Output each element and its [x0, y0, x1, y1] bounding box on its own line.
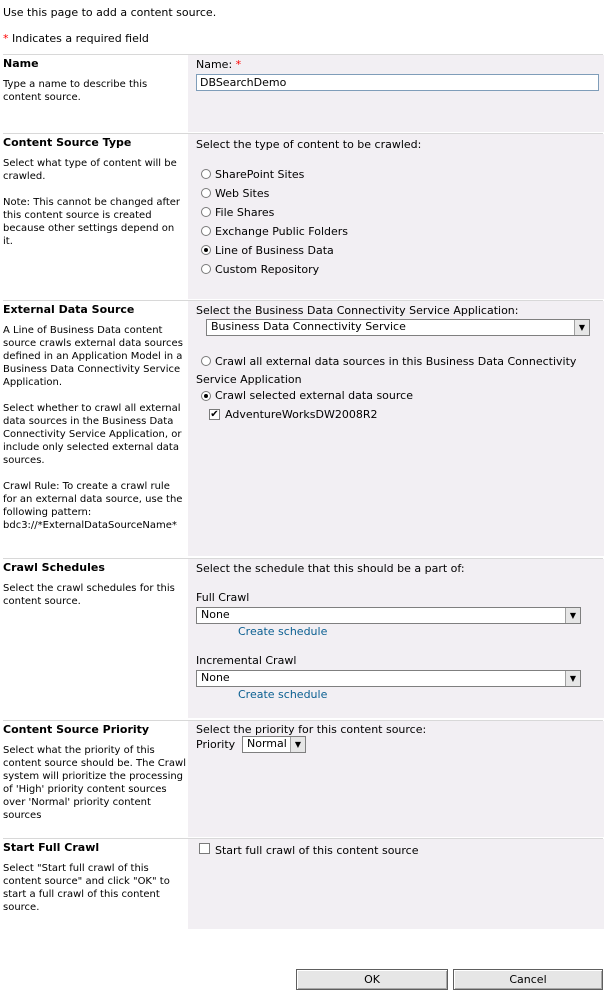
intro-text: Use this page to add a content source. — [3, 6, 217, 19]
external-title: External Data Source — [3, 303, 135, 316]
name-section-desc: Type a name to describe this content source. — [3, 79, 148, 103]
divider — [3, 838, 603, 839]
full-crawl-label: Full Crawl — [196, 591, 250, 604]
divider — [3, 133, 603, 134]
priority-select-value: Normal — [247, 737, 287, 750]
incremental-crawl-select-value: None — [201, 671, 230, 684]
create-full-schedule-link[interactable]: Create schedule — [238, 625, 328, 638]
schedules-prompt: Select the schedule that this should be a part of: — [196, 562, 465, 575]
radio-crawl-all-sources[interactable] — [201, 356, 211, 366]
ok-button[interactable]: OK — [296, 969, 448, 990]
incremental-crawl-label: Incremental Crawl — [196, 654, 297, 667]
name-field-label — [196, 58, 241, 71]
incremental-crawl-select[interactable] — [196, 670, 581, 687]
start-crawl-title: Start Full Crawl — [3, 841, 100, 854]
source-checkbox[interactable]: ✔ — [210, 409, 219, 420]
start-full-crawl-checkbox[interactable] — [199, 843, 210, 854]
radio-crawl-selected-source[interactable] — [201, 391, 211, 401]
content-type-prompt: Select the type of content to be crawled: — [196, 138, 422, 151]
full-crawl-select[interactable] — [196, 607, 581, 624]
bdc-service-select[interactable] — [206, 319, 590, 336]
name-input[interactable]: DBSearchDemo — [196, 74, 599, 91]
crawl-selected-label: Crawl selected external data source — [215, 389, 413, 402]
radio-exchange-public-folders[interactable] — [201, 226, 211, 236]
divider — [3, 558, 603, 559]
crawl-all-label-2: Service Application — [196, 373, 302, 386]
chevron-down-icon[interactable]: ▼ — [290, 737, 305, 752]
priority-title: Content Source Priority — [3, 723, 150, 736]
name-section-title: Name — [3, 57, 39, 70]
bdc-service-select-value: Business Data Connectivity Service — [211, 320, 406, 333]
content-type-title: Content Source Type — [3, 136, 132, 149]
create-incremental-schedule-link[interactable]: Create schedule — [238, 688, 328, 701]
source-item-label: AdventureWorksDW2008R2 — [225, 408, 378, 421]
external-desc-3: Crawl Rule: To create a crawl rule for an external data source, use the following pattern: bdc3://*ExternalDataSourceName* — [3, 481, 183, 531]
radio-label: Exchange Public Folders — [215, 225, 349, 238]
priority-desc: Select what the priority of this content source should be. The Crawl system will prioritize the processing of 'High' priority content sources over 'Normal' priority content sources — [3, 745, 186, 821]
start-crawl-desc: Select "Start full crawl of this content source" and click "OK" to start a full crawl of this content source. — [3, 863, 170, 913]
required-star: * — [3, 32, 9, 45]
content-type-desc-1: Select what type of content will be crawled. — [3, 158, 177, 182]
full-crawl-select-value: None — [201, 608, 230, 621]
priority-select[interactable] — [242, 736, 306, 753]
schedules-desc: Select the crawl schedules for this content source. — [3, 583, 175, 607]
external-desc-2: Select whether to crawl all external data sources in the Business Data Connectivity Service Application, or include only selected external data sources. — [3, 403, 182, 466]
radio-sharepoint-sites[interactable] — [201, 169, 211, 179]
divider — [3, 720, 603, 721]
radio-label: Line of Business Data — [215, 244, 334, 257]
radio-label: Custom Repository — [215, 263, 320, 276]
radio-label: Web Sites — [215, 187, 270, 200]
radio-label: File Shares — [215, 206, 275, 219]
chevron-down-icon[interactable]: ▼ — [574, 320, 589, 335]
radio-custom-repository[interactable] — [201, 264, 211, 274]
required-note — [3, 32, 149, 45]
radio-web-sites[interactable] — [201, 188, 211, 198]
external-prompt: Select the Business Data Connectivity Service Application: — [196, 304, 519, 317]
cancel-button[interactable]: Cancel — [453, 969, 603, 990]
required-note-text: Indicates a required field — [12, 32, 149, 45]
external-desc-1: A Line of Business Data content source crawls external data sources defined in an Application Model in a Business Data Connectivity Service Application. — [3, 325, 183, 388]
priority-prompt: Select the priority for this content source: — [196, 723, 427, 736]
chevron-down-icon[interactable]: ▼ — [565, 608, 580, 623]
name-label-text: Name: — [196, 58, 233, 71]
priority-label: Priority — [196, 738, 236, 751]
divider — [3, 300, 603, 301]
chevron-down-icon[interactable]: ▼ — [565, 671, 580, 686]
schedules-title: Crawl Schedules — [3, 561, 105, 574]
external-desc — [3, 324, 186, 545]
divider — [3, 54, 603, 55]
required-star: * — [235, 58, 242, 71]
external-panel — [188, 301, 604, 556]
radio-label: SharePoint Sites — [215, 168, 305, 181]
radio-line-of-business-data[interactable] — [201, 245, 211, 255]
name-panel — [188, 55, 604, 132]
crawl-all-label-1: Crawl all external data sources in this Business Data Connectivity — [215, 355, 577, 368]
content-type-desc-2: Note: This cannot be changed after this content source is created because other settings depend on it. — [3, 197, 181, 247]
start-full-crawl-label: Start full crawl of this content source — [215, 844, 419, 857]
radio-file-shares[interactable] — [201, 207, 211, 217]
content-type-desc — [3, 157, 186, 261]
